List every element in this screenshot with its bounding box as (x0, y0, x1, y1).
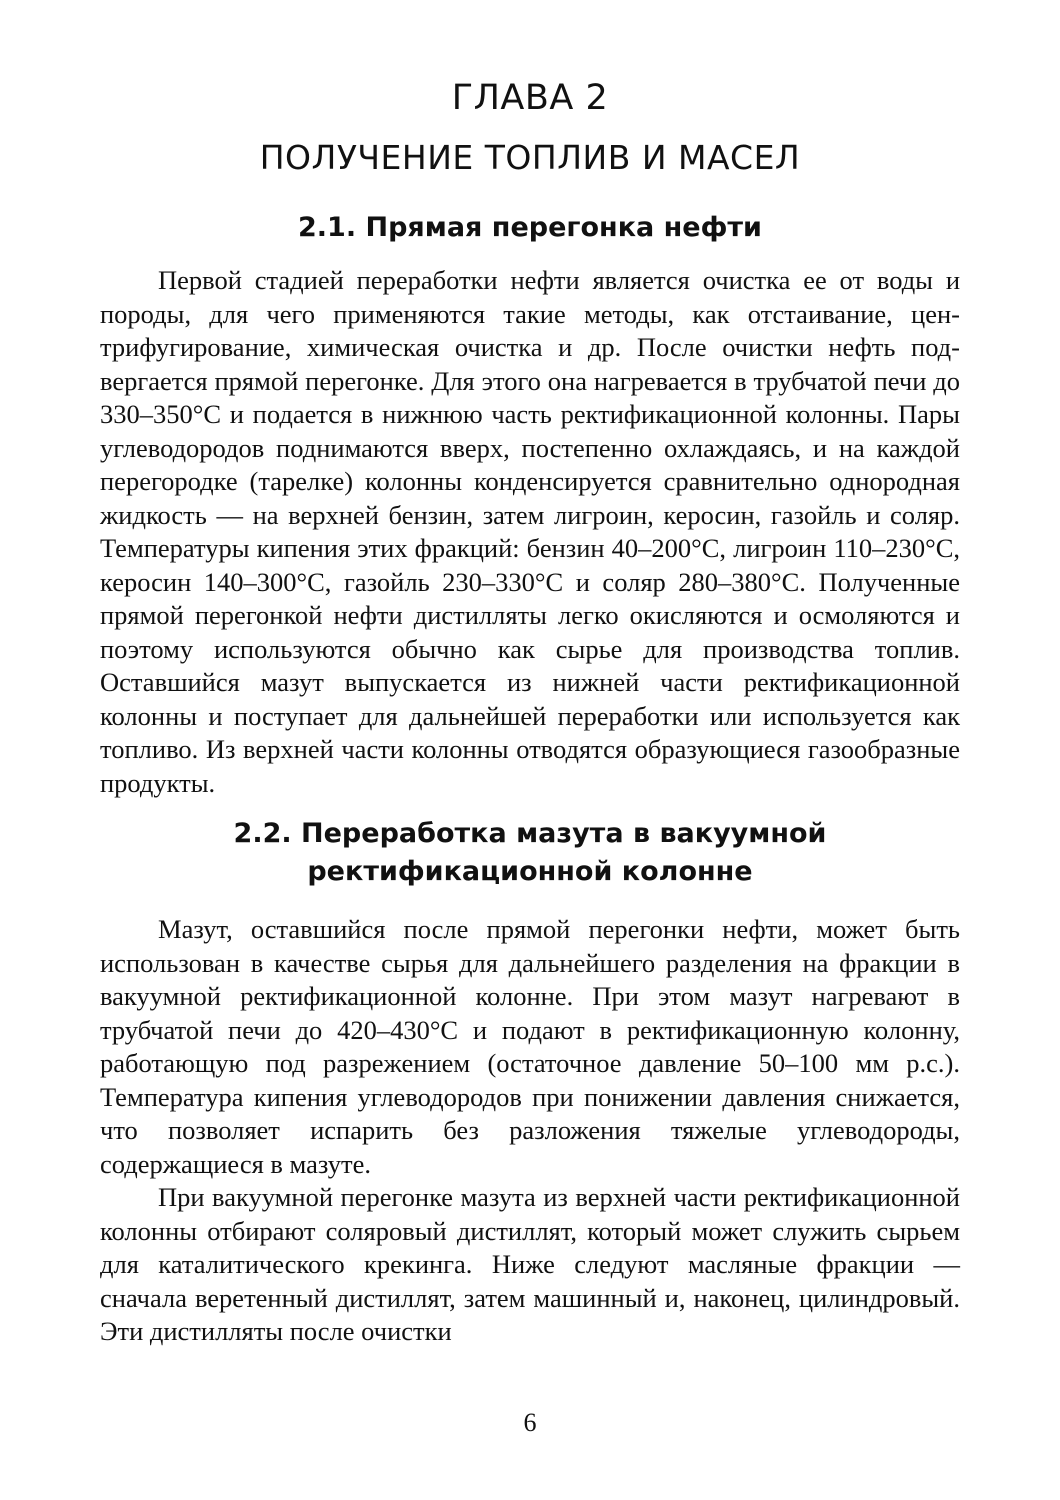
chapter-title: ПОЛУЧЕНИЕ ТОПЛИВ И МАСЕЛ (259, 138, 801, 177)
chapter-label: ГЛАВА 2 (451, 78, 609, 118)
page-number: 6 (523, 1408, 537, 1437)
section-2-1-paragraph: Первой стадией переработки нефти является очистка ее от воды и породы, для чего применяются такие методы, как отстаивание, центрифугирование, химическая очистка и др. После очистки нефть подвергается прямой перегонке. Для этого она нагревается в трубчатой печи до 330–350°С и подается в нижнюю часть ректификационной колонны. Пары углеводородов поднимаются вверх, постепенно охлаждаясь, и на каждой перегородке (тарелке) колонны конденсируется сравнительно однородная жидкость — на верхней бензин, затем лигроин, керосин, газойль и соляр. Температуры кипения этих фракций: бензин 40–200°С, лигроин 110–230°С, керосин 140–300°С, газойль 230–330°С и соляр 280–380°С. Полученные прямой перегонкой нефти дистилляты легко окисляются и осмоляются и поэтому используются обычно как сырье для производства топлив. Оставшийся мазут выпускается из нижней части ректификационной колонны и поступает для дальнейшей переработки или используется как топливо. Из верхней части колонны отводятся образующиеся газообразные продукты. (100, 265, 960, 798)
section-2-2-paragraph-1: Мазут, оставшийся после прямой перегонки нефти, может быть использован в качестве сырья для дальнейшего разделения на фракции в вакуумной ректификационной колонне. При этом мазут нагревают в трубчатой печи до 420–430°С и подают в ректификационную колонну, работающую под разрежением (остаточное давление 50–100 мм р.с.). Температура кипения углеводородов при понижении давления снижается, что позволяет испарить без разложения тяжелые углеводороды, содержащиеся в мазуте. (100, 914, 960, 1179)
section-heading-2-1: 2.1. Прямая перегонка нефти (298, 212, 762, 243)
section-2-2-paragraph-2: При вакуумной перегонке мазута из верхней части ректификационной колонны отбирают соляровый дистиллят, который может служить сырьем для каталитического крекинга. Ниже следуют масляные фракции — сначала веретенный дистиллят, затем машинный и, наконец, цилиндровый. Эти дистилляты после очистки (100, 1182, 960, 1346)
section-heading-2-2: 2.2. Переработка мазута в вакуумной ректификационной колонне (233, 818, 827, 887)
